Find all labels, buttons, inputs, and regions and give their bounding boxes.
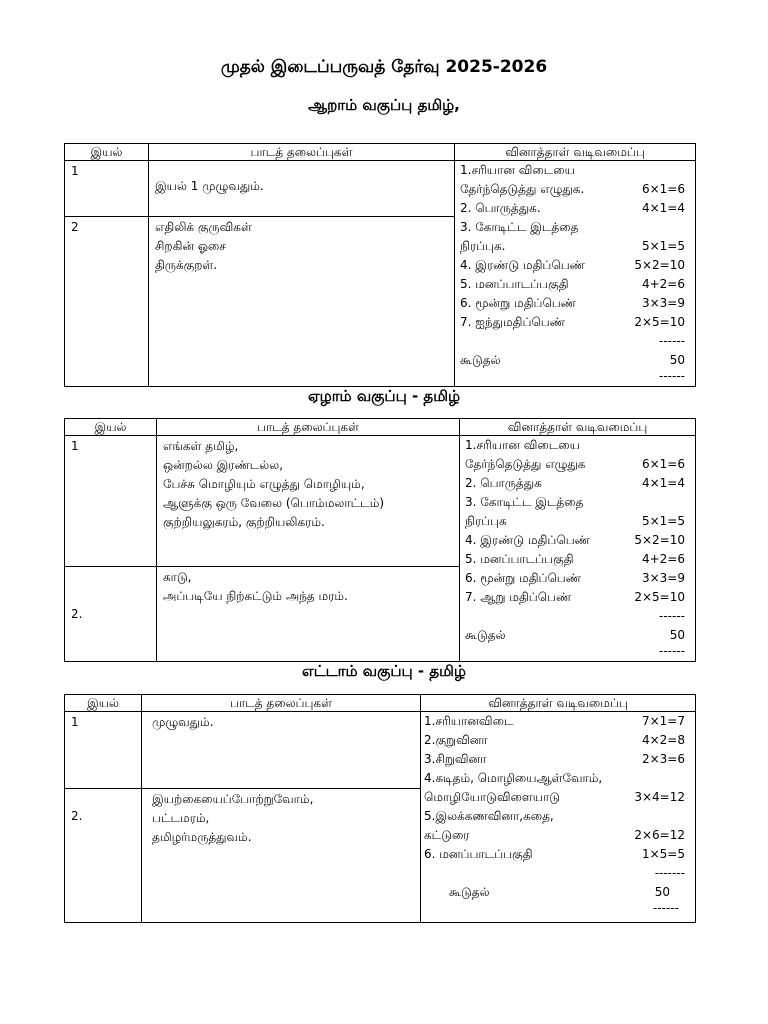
topic: பேச்சு மொழியும் எழுத்து மொழியும்,	[163, 477, 365, 491]
class7-table	[64, 418, 696, 662]
total-row: கூடுதல் 50	[465, 628, 685, 642]
pattern-row: 2.குறுவினா 4×2=8	[424, 733, 685, 747]
topics-cell	[142, 712, 421, 789]
topics-cell	[149, 161, 455, 217]
pattern-row: நிரப்புக 5×1=5	[465, 514, 685, 528]
pattern-row: 3.சிறுவினா 2×3=6	[424, 752, 685, 766]
topic: சிறகின் ஓசை	[155, 239, 226, 253]
pattern-row: 4. இரண்டு மதிப்பெண் 5×2=10	[460, 258, 685, 272]
col-topics: பாடத் தலைப்புகள்	[157, 419, 460, 436]
col-pattern: வினாத்தாள் வடிவமைப்பு	[455, 144, 696, 161]
pattern-cell	[455, 161, 696, 387]
pattern-row: 7. ஆறு மதிப்பெண் 2×5=10	[465, 590, 685, 604]
pattern-row: நிரப்புக. 5×1=5	[460, 239, 685, 253]
topic: அப்படியே நிற்கட்டும் அந்த மரம்.	[163, 589, 348, 603]
pattern-row: 6. மூன்று மதிப்பெண் 3×3=9	[465, 571, 685, 585]
row-no: 1	[65, 712, 142, 789]
pattern-row: 3. கோடிட்ட இடத்தை	[460, 220, 579, 234]
row-no: 2	[65, 217, 149, 387]
topic: ஆளுக்கு ஒரு வேலை (பொம்மலாட்டம்)	[163, 496, 385, 510]
topic: எதிலிக் குருவிகள்	[155, 220, 252, 234]
pattern-row: தேர்ந்தெடுத்து எழுதுக 6×1=6	[465, 457, 685, 471]
pattern-row: 4.கடிதம், மொழியைஆள்வோம்,	[424, 771, 603, 785]
pattern-row: 1.சரியானவிடை 7×1=7	[424, 714, 685, 728]
col-topics: பாடத் தலைப்புகள்	[142, 695, 421, 712]
pattern-cell	[421, 712, 696, 923]
total-row: கூடுதல் 50	[460, 353, 685, 367]
topic: பட்டமரம்,	[152, 811, 210, 825]
row-no: 2.	[65, 789, 142, 923]
row-no: 1	[65, 436, 157, 567]
topic: எங்கள் தமிழ்,	[163, 439, 239, 453]
class8-table	[64, 694, 696, 923]
topic: திருக்குறள்.	[155, 258, 218, 272]
topic: ஒன்றல்ல இரண்டல்ல,	[163, 458, 284, 472]
class6-heading: ஆறாம் வகுப்பு தமிழ்,	[308, 96, 460, 114]
col-iyal: இயல்	[65, 144, 149, 161]
pattern-row: மொழியோடுவிளையாடு 3×4=12	[424, 790, 685, 804]
divider-dashes: ------	[659, 609, 685, 623]
row-no: 2.	[65, 567, 157, 662]
pattern-row: 3. கோடிட்ட இடத்தை	[465, 495, 584, 509]
pattern-row: 5.இலக்கணவினா,கதை,	[424, 809, 554, 823]
pattern-row: 4. இரண்டு மதிப்பெண் 5×2=10	[465, 533, 685, 547]
row-no: 1	[65, 161, 149, 217]
topics-cell	[157, 567, 460, 662]
pattern-row: 2. பொருத்துக 4×1=4	[465, 476, 685, 490]
class7-heading: ஏழாம் வகுப்பு - தமிழ்	[307, 387, 461, 405]
pattern-row: தேர்ந்தெடுத்து எழுதுக. 6×1=6	[460, 182, 685, 196]
pattern-row: 6. மனப்பாடப்பகுதி 1×5=5	[424, 847, 685, 861]
pattern-cell	[460, 436, 696, 662]
col-pattern: வினாத்தாள் வடிவமைப்பு	[460, 419, 696, 436]
topic: குற்றியலுகரம், குற்றியலிகரம்.	[163, 515, 325, 529]
pattern-row: கட்டுரை 2×6=12	[424, 828, 685, 842]
class6-table	[64, 143, 696, 387]
topic: இயற்கையைப்போற்றுவோம்,	[152, 792, 314, 806]
topic: காடு,	[163, 570, 192, 584]
pattern-row: 6. மூன்று மதிப்பெண் 3×3=9	[460, 296, 685, 310]
divider-dashes: ------	[659, 369, 685, 383]
col-topics: பாடத் தலைப்புகள்	[149, 144, 455, 161]
exam-title: முதல் இடைப்பருவத் தேர்வு 2025-2026	[220, 57, 548, 77]
col-pattern: வினாத்தாள் வடிவமைப்பு	[421, 695, 696, 712]
topics-cell	[142, 789, 421, 923]
col-iyal: இயல்	[65, 695, 142, 712]
pattern-row: 2. பொருத்துக. 4×1=4	[460, 201, 685, 215]
divider-dashes: ------	[653, 901, 679, 915]
topics-cell	[157, 436, 460, 567]
topic: முழுவதும்.	[152, 715, 214, 729]
topic: தமிழர்மருத்துவம்.	[152, 830, 252, 844]
pattern-row: 1.சரியான விடையை	[465, 438, 580, 452]
pattern-row: 5. மனப்பாடப்பகுதி 4+2=6	[465, 552, 685, 566]
col-iyal: இயல்	[65, 419, 157, 436]
topic: இயல் 1 முழுவதும்.	[155, 179, 264, 193]
divider-dashes: ------	[659, 644, 685, 658]
divider-dashes: ------	[659, 334, 685, 348]
pattern-row: 7. ஐந்துமதிப்பெண் 2×5=10	[460, 315, 685, 329]
topics-cell	[149, 217, 455, 387]
pattern-row: 1.சரியான விடையை	[460, 163, 575, 177]
class8-heading: எட்டாம் வகுப்பு - தமிழ்	[302, 662, 466, 680]
total-row: கூடுதல் 50	[449, 885, 670, 899]
divider-dashes: -------	[654, 866, 685, 880]
pattern-row: 5. மனப்பாடப்பகுதி 4+2=6	[460, 277, 685, 291]
